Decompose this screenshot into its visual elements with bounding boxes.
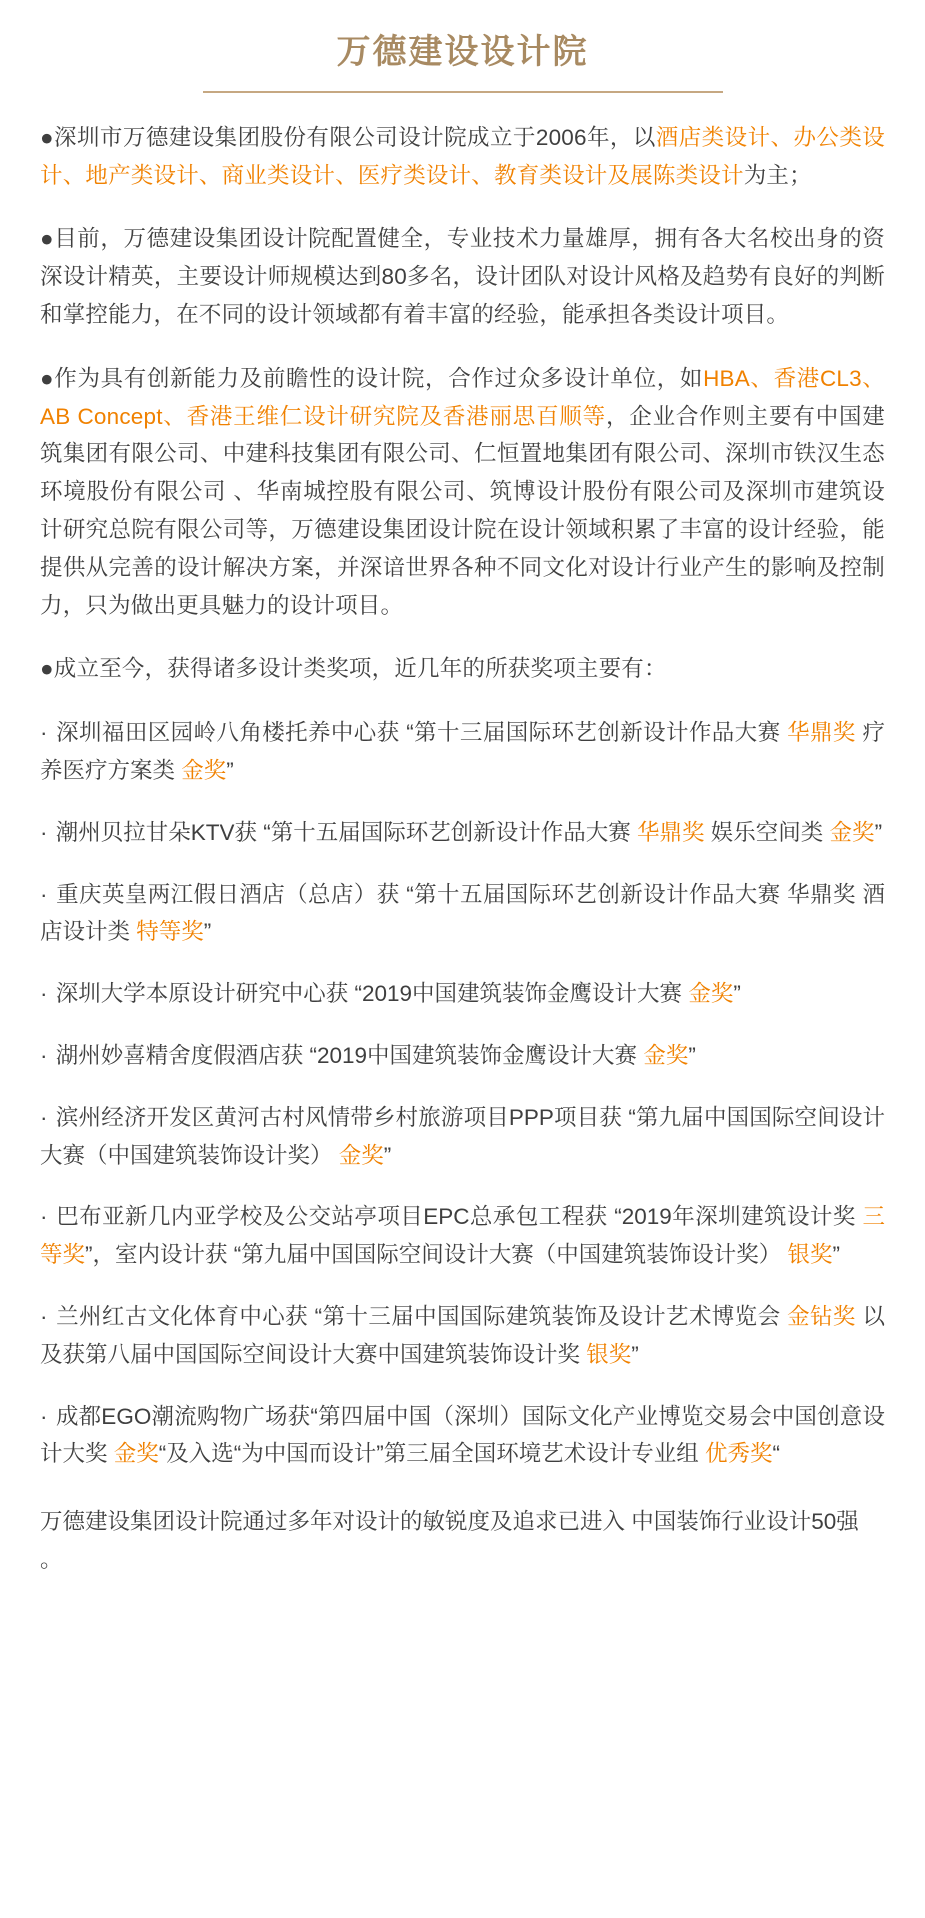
award-bullet: ·: [40, 819, 56, 845]
award-highlight: 优秀奖: [705, 1441, 773, 1467]
paragraph-text: 深圳市万德建设集团股份有限公司设计院成立于2006年，以: [54, 124, 656, 150]
award-text: ”: [631, 1341, 639, 1367]
paragraph-intro-1: [40, 119, 885, 195]
paragraph-text: 作为具有创新能力及前瞻性的设计院，合作过众多设计单位，如: [54, 365, 704, 391]
bullet-marker: ●: [40, 124, 55, 150]
award-item: [40, 714, 885, 790]
award-bullet: ·: [40, 881, 57, 907]
award-highlight: 金奖: [181, 757, 227, 783]
award-item: [40, 1398, 885, 1474]
award-text: 疗养医疗方案类: [40, 720, 885, 783]
award-text: ”: [733, 981, 741, 1007]
award-text: 重庆英皇两江假日酒店（总店）获 “第十五届国际环艺创新设计作品大赛 华鼎奖 酒店设计类: [40, 881, 886, 945]
award-item: [40, 1198, 885, 1274]
award-bullet: ·: [40, 1303, 57, 1329]
award-text: 巴布亚新几内亚学校及公交站亭项目EPC总承包工程获 “2019年深圳建筑设计奖: [56, 1204, 863, 1230]
award-text: ”: [874, 819, 883, 845]
award-highlight: 银奖: [586, 1341, 632, 1367]
award-text: “及入选“为中国而设计”第三届全国环境艺术设计专业组: [158, 1441, 706, 1467]
award-highlight: 特等奖: [136, 919, 204, 945]
award-item: [40, 975, 885, 1013]
award-bullet: ·: [40, 1104, 56, 1130]
award-text: ”: [226, 757, 234, 783]
award-text: 兰州红古文化体育中心获 “第十三届中国国际建筑装饰及设计艺术博览会: [56, 1303, 788, 1329]
award-item: [40, 814, 885, 852]
bullet-marker: ●: [40, 365, 55, 391]
title-block: [40, 18, 885, 93]
award-text: 娱乐空间类: [704, 819, 830, 845]
award-highlight: 金奖: [113, 1441, 159, 1467]
paragraph-text-tail: 为主；: [743, 162, 812, 188]
award-highlight: 金奖: [643, 1042, 689, 1068]
award-text: 滨州经济开发区黄河古村风情带乡村旅游项目PPP项目获 “第九届中国国际空间设计大赛（中国建筑装饰设计奖）: [40, 1104, 885, 1168]
page-title: 万德建设设计院: [336, 33, 589, 71]
award-text: 深圳大学本原设计研究中心获 “2019中国建筑装饰金鹰设计大赛: [55, 981, 689, 1007]
award-bullet: ·: [40, 720, 57, 746]
award-bullet: ·: [40, 1042, 56, 1068]
awards-list: [40, 714, 885, 1473]
award-text: ”: [383, 1142, 392, 1168]
bullet-marker: ●: [40, 226, 55, 252]
award-highlight: 三等奖: [40, 1204, 885, 1268]
highlight-text: HBA、香港CL3、AB Concept、香港王维仁设计研究院及香港丽思百顺等: [40, 365, 885, 429]
award-text: 以及获第八届中国国际空间设计大赛中国建筑装饰设计奖: [40, 1303, 885, 1367]
document-body: [40, 119, 885, 1579]
award-bullet: ·: [40, 1204, 57, 1230]
closing-paragraph: 万德建设集团设计院通过多年对设计的敏锐度及追求已进入 中国装饰行业设计50强 。: [40, 1509, 859, 1572]
award-item: [40, 1298, 885, 1374]
award-highlight: 金奖: [338, 1142, 384, 1168]
award-highlight: 金奖: [829, 819, 875, 845]
paragraph-intro-4: [40, 650, 885, 688]
paragraph-text: 目前，万德建设集团设计院配置健全，专业技术力量雄厚，拥有各大名校出身的资深设计精英，主要设计师规模达到80多名，设计团队对设计风格及趋势有良好的判断和掌控能力，在不同的设计领域都有着丰富的经验，能承担各类设计项目。: [40, 226, 886, 327]
award-item: [40, 876, 885, 952]
highlight-text: 酒店类设计、办公类设计、地产类设计、商业类设计、医疗类设计、教育类设计及展陈类设计: [40, 124, 885, 188]
award-text: ”，室内设计获 “第九届中国国际空间设计大赛（中国建筑装饰设计奖）: [85, 1242, 788, 1268]
award-item: [40, 1037, 885, 1075]
paragraph-text-tail: ，企业合作则主要有中国建筑集团有限公司、中建科技集团有限公司、仁恒置地集团有限公司、深圳市铁汉生态环境股份有限公司 、华南城控股有限公司、筑博设计股份有限公司及深圳市建筑设计研究总院有限公司等，万德建设集团设计院在设计领域积累了丰富的设计经验，能提供从完善的设计解决方案，并深谙世界各种不同文化对设计行业产生的影响及控制力，只为做出更具魅力的设计项目。: [40, 403, 885, 618]
award-text: 深圳福田区园岭八角楼托养中心获 “第十三届国际环艺创新设计作品大赛: [56, 720, 788, 746]
award-text: ”: [832, 1242, 841, 1268]
title-divider: [203, 91, 723, 93]
award-text: “: [772, 1441, 781, 1467]
paragraph-intro-3: [40, 360, 885, 625]
award-text: 成都EGO潮流购物广场获“第四届中国（深圳）国际文化产业博览交易会中国创意设计大奖: [40, 1403, 885, 1467]
award-text: 潮州贝拉甘朵KTV获 “第十五届国际环艺创新设计作品大赛: [55, 819, 638, 845]
bullet-marker: ●: [40, 656, 54, 682]
award-text: ”: [203, 919, 212, 945]
award-bullet: ·: [40, 981, 56, 1007]
award-highlight: 金钻奖: [787, 1303, 856, 1329]
award-highlight: 华鼎奖: [787, 720, 856, 746]
paragraph-text: 成立至今，获得诸多设计类奖项，近几年的所获奖项主要有：: [53, 656, 667, 682]
award-text: 湖州妙喜精舍度假酒店获 “2019中国建筑装饰金鹰设计大赛: [55, 1042, 644, 1068]
award-highlight: 金奖: [688, 981, 734, 1007]
award-item: [40, 1099, 885, 1175]
award-highlight: 银奖: [787, 1242, 833, 1268]
award-bullet: ·: [40, 1403, 56, 1429]
paragraph-intro-2: [40, 220, 885, 333]
award-text: ”: [688, 1042, 696, 1068]
award-highlight: 华鼎奖: [637, 819, 705, 845]
